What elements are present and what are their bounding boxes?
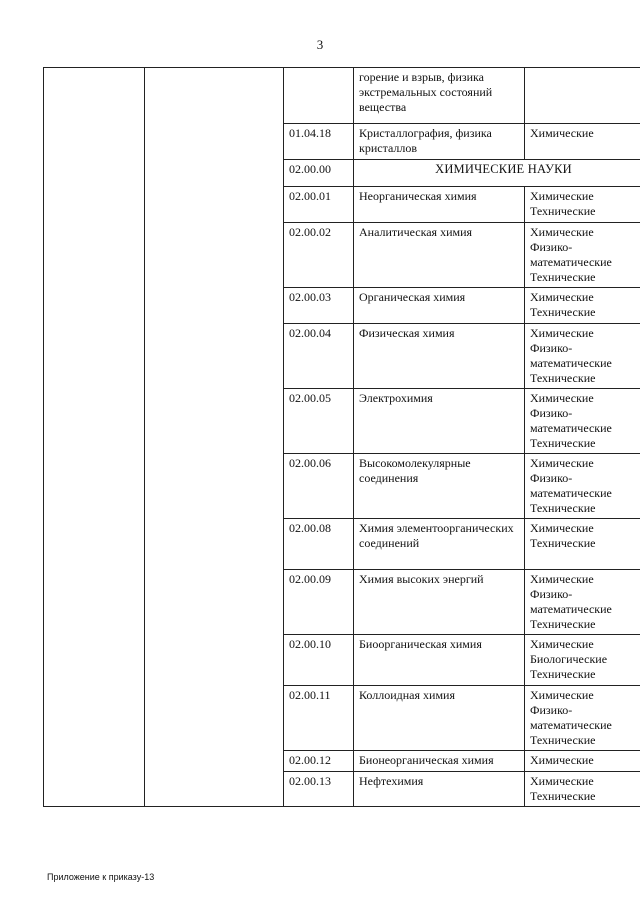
code-cell: 01.04.18 (284, 124, 354, 160)
sciences-cell (525, 751, 640, 772)
sciences-cell (525, 324, 640, 389)
science-item: Технические (530, 617, 596, 631)
name-cell: Биоорганическая химия (354, 635, 525, 686)
science-item: Технические (530, 667, 596, 681)
science-item: Химические (530, 456, 594, 470)
science-item: Химические (530, 225, 594, 239)
science-item: математические (530, 486, 612, 500)
science-item: математические (530, 255, 612, 269)
science-item: математические (530, 718, 612, 732)
sciences-cell (525, 772, 640, 807)
sciences-cell (525, 223, 640, 288)
science-item: Химические (530, 637, 594, 651)
section-heading: ХИМИЧЕСКИЕ НАУКИ (354, 160, 640, 187)
name-cell: Нефтехимия (354, 772, 525, 807)
science-item: Химические (530, 126, 594, 140)
science-item: Технические (530, 270, 596, 284)
science-item: Физико- (530, 703, 573, 717)
science-item: Физико- (530, 406, 573, 420)
sciences-cell (525, 389, 640, 454)
sciences-cell (525, 686, 640, 751)
table-body (44, 68, 640, 807)
code-cell: 02.00.06 (284, 454, 354, 519)
science-item: Физико- (530, 240, 573, 254)
specialties-table (43, 67, 640, 807)
sciences-cell (525, 288, 640, 324)
code-cell: 02.00.13 (284, 772, 354, 807)
science-item: Технические (530, 536, 596, 550)
science-item: Химические (530, 572, 594, 586)
science-item: Химические (530, 753, 594, 767)
science-item: Химические (530, 521, 594, 535)
science-item: Физико- (530, 341, 573, 355)
science-item: Химические (530, 391, 594, 405)
sciences-cell (525, 124, 640, 160)
code-cell: 02.00.01 (284, 187, 354, 223)
science-item: Химические (530, 326, 594, 340)
name-cell: Органическая химия (354, 288, 525, 324)
code-cell (284, 68, 354, 124)
blank-column-1 (44, 68, 145, 807)
science-item: Технические (530, 733, 596, 747)
name-cell: Химия высоких энергий (354, 570, 525, 635)
science-item: Физико- (530, 587, 573, 601)
code-cell: 02.00.12 (284, 751, 354, 772)
name-cell: Кристаллография, физика кристаллов (354, 124, 525, 160)
name-cell: Коллоидная химия (354, 686, 525, 751)
blank-column-2 (145, 68, 284, 807)
science-item: Химические (530, 774, 594, 788)
code-cell: 02.00.11 (284, 686, 354, 751)
code-cell: 02.00.04 (284, 324, 354, 389)
science-item: математические (530, 602, 612, 616)
name-cell: Бионеорганическая химия (354, 751, 525, 772)
science-item: Технические (530, 789, 596, 803)
code-cell: 02.00.00 (284, 160, 354, 187)
name-cell: Электрохимия (354, 389, 525, 454)
science-item: Биологические (530, 652, 608, 666)
page-number: 3 (316, 37, 324, 52)
sciences-cell (525, 68, 640, 124)
code-cell: 02.00.08 (284, 519, 354, 570)
name-cell: Аналитическая химия (354, 223, 525, 288)
sciences-cell (525, 570, 640, 635)
code-cell: 02.00.10 (284, 635, 354, 686)
code-cell: 02.00.03 (284, 288, 354, 324)
table-row (44, 68, 640, 124)
sciences-cell (525, 187, 640, 223)
science-item: Технические (530, 371, 596, 385)
code-cell: 02.00.09 (284, 570, 354, 635)
science-item: Физико- (530, 471, 573, 485)
science-item: Технические (530, 305, 596, 319)
code-cell: 02.00.05 (284, 389, 354, 454)
name-cell: Физическая химия (354, 324, 525, 389)
science-item: математические (530, 356, 612, 370)
science-item: Технические (530, 501, 596, 515)
name-cell: Неорганическая химия (354, 187, 525, 223)
science-item: Химические (530, 688, 594, 702)
footer-note: Приложение к приказу-13 (47, 872, 155, 882)
sciences-cell (525, 519, 640, 570)
science-item: Химические (530, 189, 594, 203)
science-item: математические (530, 421, 612, 435)
science-item: Химические (530, 290, 594, 304)
name-cell: Высокомолекулярные соединения (354, 454, 525, 519)
sciences-cell (525, 635, 640, 686)
name-cell: горение и взрыв, физика экстремальных состояний вещества (354, 68, 525, 124)
science-item: Технические (530, 436, 596, 450)
name-cell: Химия элементоорганических соединений (354, 519, 525, 570)
science-item: Технические (530, 204, 596, 218)
code-cell: 02.00.02 (284, 223, 354, 288)
sciences-cell (525, 454, 640, 519)
